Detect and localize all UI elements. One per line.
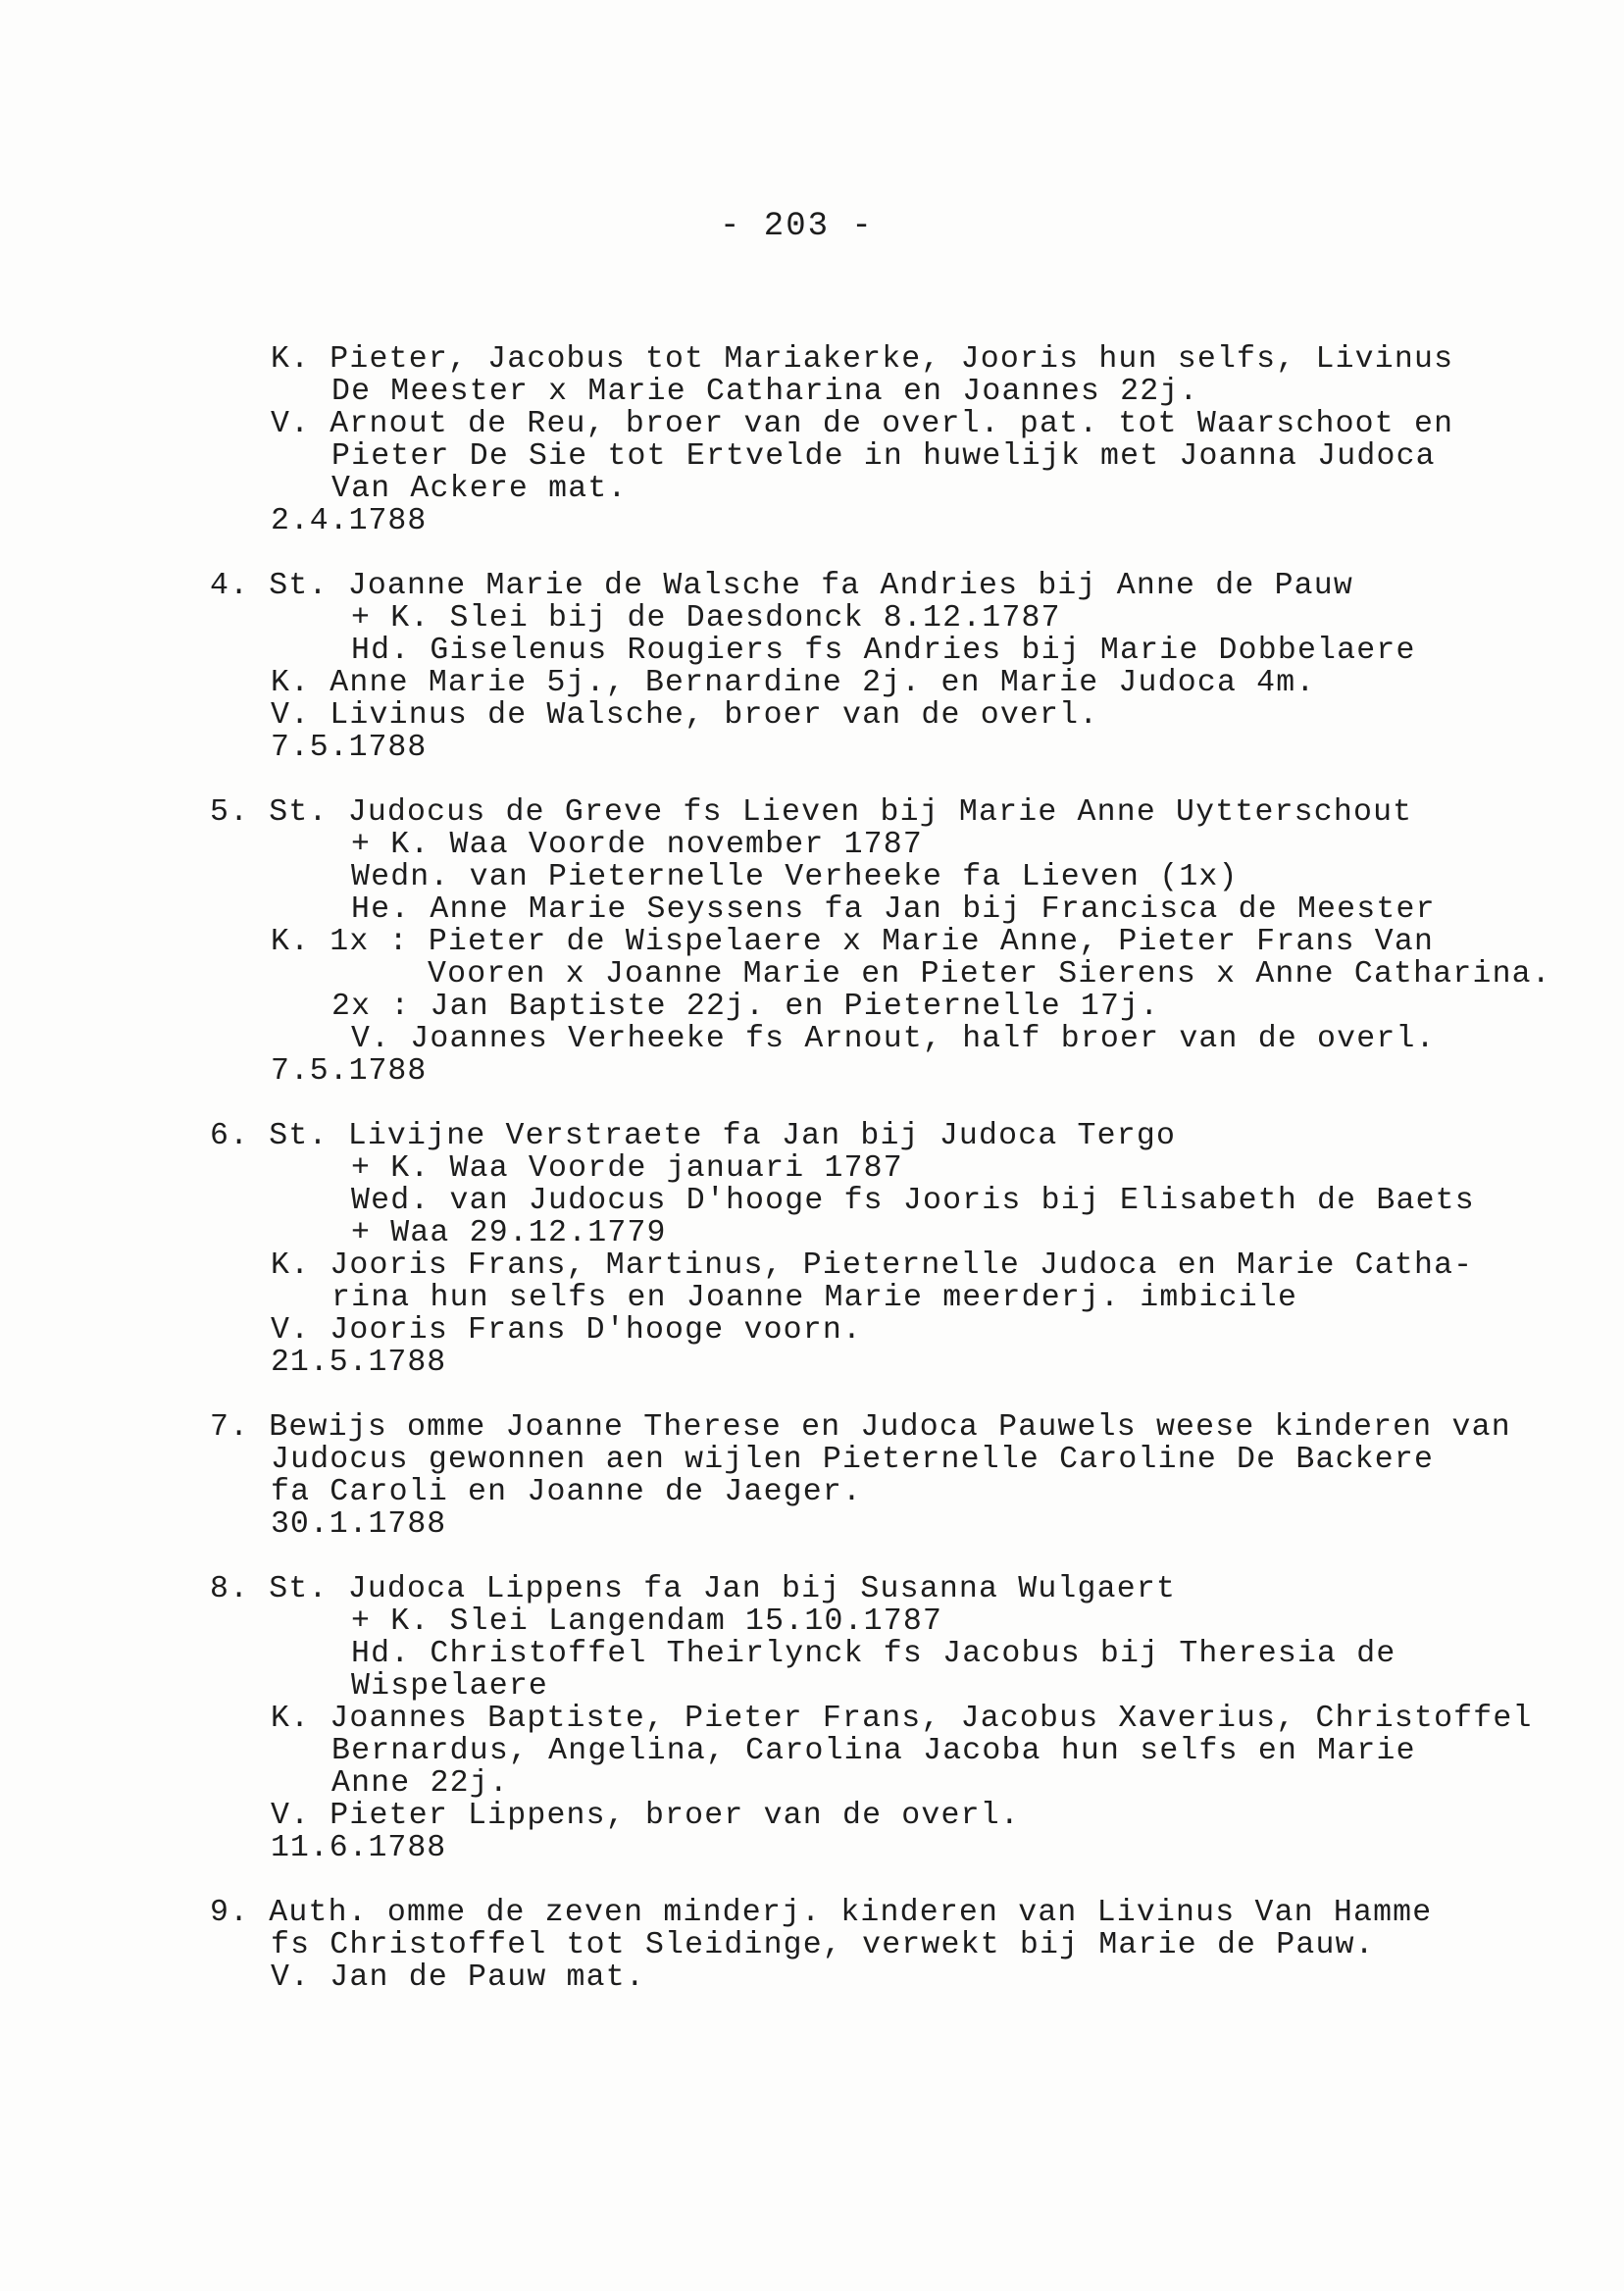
entry-8-line-8: V. Pieter Lippens, broer van de overl. xyxy=(271,1799,1020,1833)
entry-6-line-5: K. Jooris Frans, Martinus, Pieternelle Judoca en Marie Catha- xyxy=(271,1248,1474,1283)
entry-5-line-2: + K. Waa Voorde november 1787 xyxy=(351,828,923,862)
entry-8-line-6: Bernardus, Angelina, Carolina Jacoba hun selfs en Marie xyxy=(331,1734,1416,1768)
entry-3-line-4: Pieter De Sie tot Ertvelde in huwelijk met Joanna Judoca xyxy=(331,439,1436,474)
entry-9-line-2: fs Christoffel tot Sleidinge, verwekt bij Marie de Pauw. xyxy=(271,1928,1375,1962)
entry-3-line-2: De Meester x Marie Catharina en Joannes 22j. xyxy=(331,375,1199,409)
entry-7-line-1: 7. Bewijs omme Joanne Therese en Judoca Pauwels weese kinderen van xyxy=(210,1410,1511,1445)
entry-3-date: 2.4.1788 xyxy=(271,504,428,538)
entry-8-line-7: Anne 22j. xyxy=(331,1766,509,1801)
entry-3-line-1: K. Pieter, Jacobus tot Mariakerke, Jooris hun selfs, Livinus xyxy=(271,342,1454,377)
entry-6-line-7: V. Jooris Frans D'hooge voorn. xyxy=(271,1313,863,1348)
entry-5-date: 7.5.1788 xyxy=(271,1054,428,1089)
entry-4-line-4: K. Anne Marie 5j., Bernardine 2j. en Marie Judoca 4m. xyxy=(271,666,1316,700)
entry-6-line-3: Wed. van Judocus D'hooge fs Jooris bij Elisabeth de Baets xyxy=(351,1184,1475,1218)
entry-6-line-2: + K. Waa Voorde januari 1787 xyxy=(351,1151,903,1186)
entry-4-line-3: Hd. Giselenus Rougiers fs Andries bij Marie Dobbelaere xyxy=(351,634,1416,668)
entry-7-date: 30.1.1788 xyxy=(271,1507,447,1542)
entry-8-line-2: + K. Slei Langendam 15.10.1787 xyxy=(351,1604,943,1639)
entry-6-line-4: + Waa 29.12.1779 xyxy=(351,1216,667,1250)
entry-4-line-2: + K. Slei bij de Daesdonck 8.12.1787 xyxy=(351,601,1061,636)
entry-9-line-3: V. Jan de Pauw mat. xyxy=(271,1960,645,1995)
entry-5-line-8: V. Joannes Verheeke fs Arnout, half broer van de overl. xyxy=(351,1022,1436,1056)
entry-5-line-1: 5. St. Judocus de Greve fs Lieven bij Marie Anne Uytterschout xyxy=(210,795,1413,830)
entry-4-line-1: 4. St. Joanne Marie de Walsche fa Andries bij Anne de Pauw xyxy=(210,569,1353,603)
entry-7-line-3: fa Caroli en Joanne de Jaeger. xyxy=(271,1475,863,1509)
entry-6-line-1: 6. St. Livijne Verstraete fa Jan bij Judoca Tergo xyxy=(210,1119,1177,1153)
entry-8-date: 11.6.1788 xyxy=(271,1831,447,1865)
entry-5-line-7: 2x : Jan Baptiste 22j. en Pieternelle 17j. xyxy=(331,990,1160,1024)
entry-4-line-5: V. Livinus de Walsche, broer van de overl. xyxy=(271,698,1099,733)
entry-7-line-2: Judocus gewonnen aen wijlen Pieternelle Caroline De Backere xyxy=(271,1443,1435,1477)
entry-8-line-5: K. Joannes Baptiste, Pieter Frans, Jacobus Xaverius, Christoffel xyxy=(271,1702,1533,1736)
entry-8-line-4: Wispelaere xyxy=(351,1669,549,1704)
page-number: - 203 - xyxy=(720,208,874,245)
entry-6-date: 21.5.1788 xyxy=(271,1346,447,1380)
entry-8-line-3: Hd. Christoffel Theirlynck fs Jacobus bij Theresia de xyxy=(351,1637,1396,1671)
entry-3-line-3: V. Arnout de Reu, broer van de overl. pat. tot Waarschoot en xyxy=(271,407,1454,441)
entry-4-date: 7.5.1788 xyxy=(271,731,428,765)
entry-5-line-3: Wedn. van Pieternelle Verheeke fa Lieven (1x) xyxy=(351,860,1239,894)
entry-3-line-5: Van Ackere mat. xyxy=(331,472,628,506)
entry-9-line-1: 9. Auth. omme de zeven minderj. kinderen van Livinus Van Hamme xyxy=(210,1896,1433,1930)
entry-8-line-1: 8. St. Judoca Lippens fa Jan bij Susanna Wulgaert xyxy=(210,1572,1177,1606)
entry-5-line-5: K. 1x : Pieter de Wispelaere x Marie Anne, Pieter Frans Van xyxy=(271,925,1435,959)
entry-6-line-6: rina hun selfs en Joanne Marie meerderj. imbicile xyxy=(331,1281,1298,1315)
entry-5-line-4: He. Anne Marie Seyssens fa Jan bij Francisca de Meester xyxy=(351,892,1436,927)
entry-5-line-6: Vooren x Joanne Marie en Pieter Sierens x Anne Catharina. xyxy=(428,957,1551,992)
